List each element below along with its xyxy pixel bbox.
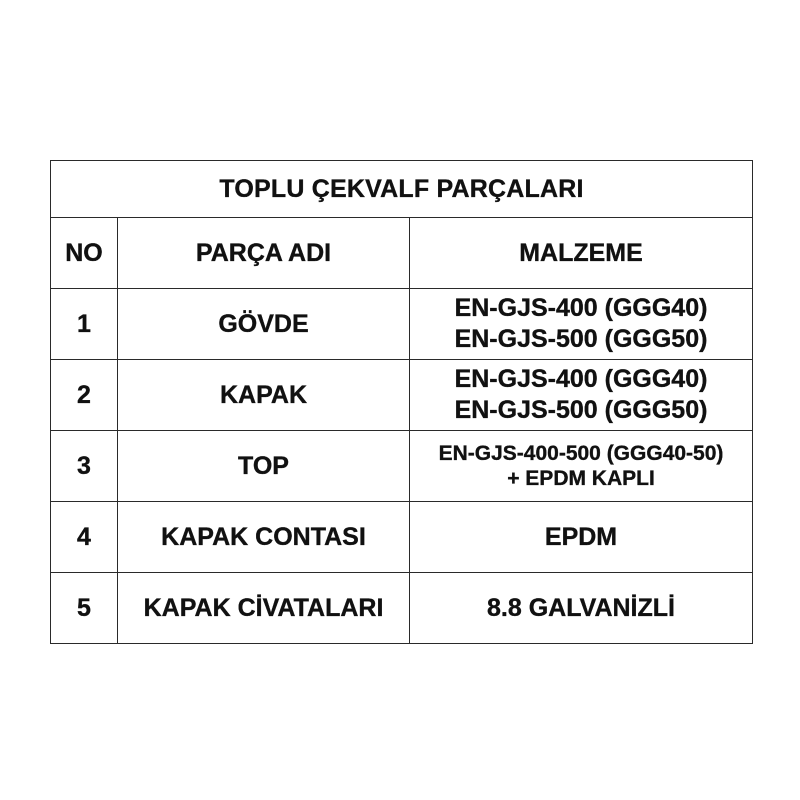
table-row [51, 289, 753, 360]
row-material [410, 573, 753, 644]
material-line: EN-GJS-400 (GGG40) [454, 365, 708, 393]
row-part-name: GÖVDE [118, 289, 410, 360]
header-material: MALZEME [410, 218, 753, 289]
row-no: 5 [51, 573, 118, 644]
table-title: TOPLU ÇEKVALF PARÇALARI [51, 161, 753, 218]
table-row [51, 502, 753, 573]
table-row [51, 431, 753, 502]
header-part-name: PARÇA ADI [118, 218, 410, 289]
material-line: 8.8 GALVANİZLİ [487, 593, 675, 622]
material-line: EPDM [544, 522, 618, 551]
title-row [51, 161, 753, 218]
row-no: 4 [51, 502, 118, 573]
row-part-name: TOP [118, 431, 410, 502]
row-material [410, 360, 753, 431]
material-line: EN-GJS-500 (GGG50) [454, 396, 708, 424]
table-row [51, 573, 753, 644]
material-line: EN-GJS-400-500 (GGG40-50) [438, 442, 724, 465]
parts-table [50, 160, 753, 644]
row-part-name: KAPAK [118, 360, 410, 431]
row-no: 2 [51, 360, 118, 431]
header-no: NO [51, 218, 118, 289]
header-row [51, 218, 753, 289]
material-line: EN-GJS-500 (GGG50) [454, 325, 708, 353]
row-material [410, 431, 753, 502]
row-part-name: KAPAK CİVATALARI [118, 573, 410, 644]
row-no: 1 [51, 289, 118, 360]
row-no: 3 [51, 431, 118, 502]
table-row [51, 360, 753, 431]
row-material [410, 289, 753, 360]
material-line: + EPDM KAPLI [507, 467, 655, 490]
row-part-name: KAPAK CONTASI [118, 502, 410, 573]
material-line: EN-GJS-400 (GGG40) [454, 294, 708, 322]
row-material [410, 502, 753, 573]
